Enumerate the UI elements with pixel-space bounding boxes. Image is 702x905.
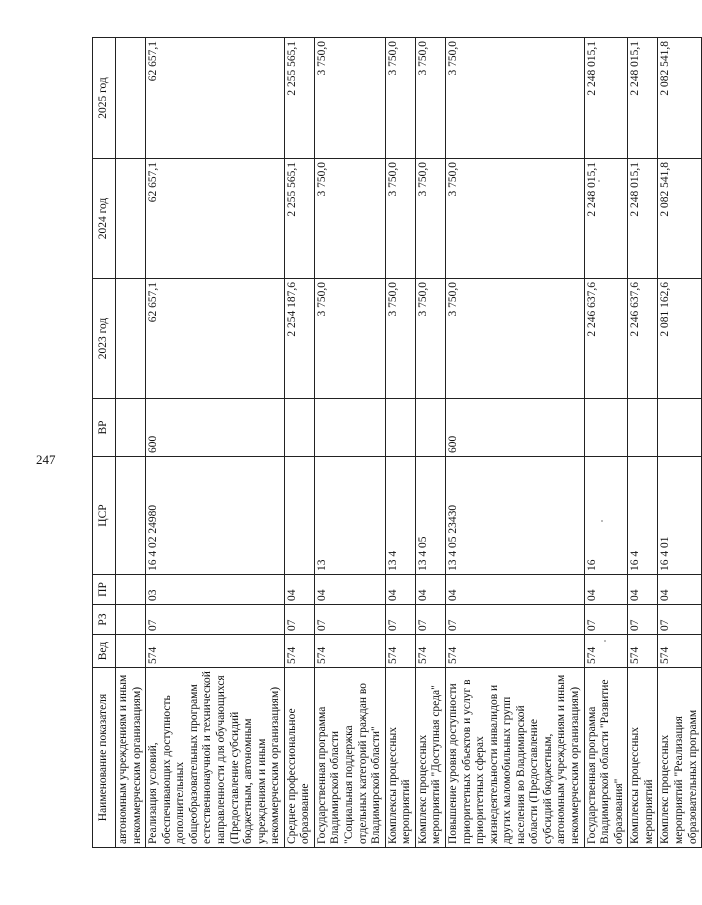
cell-pr: 04 <box>385 575 415 605</box>
cell-pr: 04 <box>584 575 628 605</box>
cell-2023: 3 750,0 <box>385 279 415 399</box>
cell-vr: 600 <box>146 399 285 457</box>
cell-vr: 600 <box>445 399 584 457</box>
cell-vr <box>658 399 702 457</box>
cell-name: Среднее профессиональное образование <box>284 668 314 848</box>
cell-2023: 3 750,0 <box>445 279 584 399</box>
cell-pr: 04 <box>628 575 658 605</box>
cell-ved: 574 <box>385 635 415 668</box>
cell-pr: 04 <box>658 575 702 605</box>
cell-2025: 2 248 015,1 <box>584 38 628 159</box>
cell-rz <box>116 605 146 635</box>
cell-csr: 13 4 05 23430 <box>445 457 584 575</box>
cell-name: Комплексы процессных мероприятий <box>628 668 658 848</box>
cell-2025: 3 750,0 <box>385 38 415 159</box>
cell-2023 <box>116 279 146 399</box>
cell-rz: 07 <box>628 605 658 635</box>
cell-2025: 3 750,0 <box>445 38 584 159</box>
cell-2025: 3 750,0 <box>314 38 385 159</box>
header-cell: Наименование показателя <box>93 668 116 848</box>
cell-rz: 07 <box>146 605 285 635</box>
cell-ved: 574 <box>284 635 314 668</box>
cell-2025: 2 248 015,1 <box>628 38 658 159</box>
cell-2023: 2 246 637,6 <box>628 279 658 399</box>
cell-ved: 574 <box>146 635 285 668</box>
table-row <box>314 38 385 848</box>
table-row <box>116 38 146 848</box>
cell-vr <box>415 399 445 457</box>
cell-csr: 16 4 01 <box>658 457 702 575</box>
cell-2024: 2 248 015,1 <box>628 159 658 279</box>
cell-2024: 3 750,0 <box>314 159 385 279</box>
cell-2024: 2 248 015,1 <box>584 159 628 279</box>
cell-2024: 2 082 541,8 <box>658 159 702 279</box>
cell-pr: 04 <box>415 575 445 605</box>
cell-vr <box>284 399 314 457</box>
table-header-row <box>93 38 116 848</box>
cell-ved: 574 <box>628 635 658 668</box>
cell-ved: 574 <box>445 635 584 668</box>
cell-rz: 07 <box>584 605 628 635</box>
cell-csr <box>284 457 314 575</box>
cell-csr: 13 4 05 <box>415 457 445 575</box>
cell-2024 <box>116 159 146 279</box>
cell-ved: 574 <box>658 635 702 668</box>
header-cell: Вед <box>93 635 116 668</box>
cell-2025 <box>116 38 146 159</box>
cell-ved: 574 <box>314 635 385 668</box>
budget-table <box>92 37 702 848</box>
cell-2023: 2 246 637,6 <box>584 279 628 399</box>
cell-csr: 16 4 02 24980 <box>146 457 285 575</box>
cell-csr: 16 <box>584 457 628 575</box>
cell-ved <box>116 635 146 668</box>
cell-2023: 2 254 187,6 <box>284 279 314 399</box>
scan-artifact <box>604 640 606 642</box>
cell-name: Повышение уровня доступности приоритетных объектов и услуг в приоритетных сферах жизнедеятельности инвалидов и других маломобильных групп населения во Владимирской области (Предоставление субсидий бюджетным, автономным учреждениям и иным некоммерческим организациям) <box>445 668 584 848</box>
cell-2024: 3 750,0 <box>415 159 445 279</box>
scan-artifact <box>601 520 603 522</box>
cell-pr: 04 <box>445 575 584 605</box>
cell-2025: 2 255 565,1 <box>284 38 314 159</box>
cell-name: Комплексы процессных мероприятий <box>385 668 415 848</box>
cell-2024: 2 255 565,1 <box>284 159 314 279</box>
header-cell: ПР <box>93 575 116 605</box>
cell-name: Реализация условий, обеспечивающих доступность дополнительных общеобразовательных программ естественнонаучной и технической направленности для обучающихся (Предоставление субсидий бюджетным, автономным учреждениям и иным некоммерческим организациям) <box>146 668 285 848</box>
cell-rz: 07 <box>415 605 445 635</box>
cell-rz: 07 <box>658 605 702 635</box>
cell-vr <box>584 399 628 457</box>
cell-ved: 574 <box>584 635 628 668</box>
cell-ved: 574 <box>415 635 445 668</box>
cell-rz: 07 <box>284 605 314 635</box>
cell-2024: 3 750,0 <box>385 159 415 279</box>
header-cell: РЗ <box>93 605 116 635</box>
cell-2025: 62 657,1 <box>146 38 285 159</box>
page-number: 247 <box>36 452 56 467</box>
header-cell: 2023 год <box>93 279 116 399</box>
cell-vr <box>314 399 385 457</box>
cell-rz: 07 <box>385 605 415 635</box>
cell-pr: 03 <box>146 575 285 605</box>
cell-vr <box>116 399 146 457</box>
cell-name: Комплекс процессных мероприятий "Реализация образовательных программ <box>658 668 702 848</box>
header-cell: 2024 год <box>93 159 116 279</box>
cell-2023: 3 750,0 <box>314 279 385 399</box>
cell-csr: 16 4 <box>628 457 658 575</box>
cell-name: Государственная программа Владимирской области "Развитие образования" <box>584 668 628 848</box>
cell-pr: 04 <box>314 575 385 605</box>
table-row <box>284 38 314 848</box>
cell-csr: 13 4 <box>385 457 415 575</box>
rotated-page-content <box>92 38 699 848</box>
table-row <box>146 38 285 848</box>
table-row <box>628 38 658 848</box>
cell-2025: 2 082 541,8 <box>658 38 702 159</box>
header-cell: ВР <box>93 399 116 457</box>
header-cell: 2025 год <box>93 38 116 159</box>
header-cell: ЦСР <box>93 457 116 575</box>
cell-2023: 3 750,0 <box>415 279 445 399</box>
cell-2025: 3 750,0 <box>415 38 445 159</box>
cell-pr: 04 <box>284 575 314 605</box>
cell-rz: 07 <box>445 605 584 635</box>
cell-2023: 62 657,1 <box>146 279 285 399</box>
cell-csr: 13 <box>314 457 385 575</box>
cell-2023: 2 081 162,6 <box>658 279 702 399</box>
table-row <box>445 38 584 848</box>
cell-pr <box>116 575 146 605</box>
table-row <box>658 38 702 848</box>
cell-2024: 62 657,1 <box>146 159 285 279</box>
cell-name: автономным учреждениям и иным некоммерческим организациям) <box>116 668 146 848</box>
cell-csr <box>116 457 146 575</box>
scan-artifact <box>598 180 600 182</box>
cell-name: Государственная программа Владимирской области "Социальная поддержка отдельных категорий граждан во Владимирской области" <box>314 668 385 848</box>
table-row <box>385 38 415 848</box>
cell-name: Комплекс процессных мероприятий "Доступная среда" <box>415 668 445 848</box>
cell-vr <box>385 399 415 457</box>
table-row <box>584 38 628 848</box>
table-row <box>415 38 445 848</box>
cell-2024: 3 750,0 <box>445 159 584 279</box>
cell-rz: 07 <box>314 605 385 635</box>
cell-vr <box>628 399 658 457</box>
